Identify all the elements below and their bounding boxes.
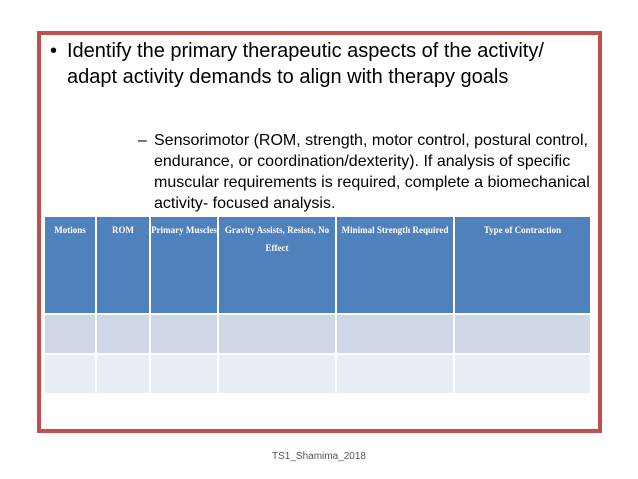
table-cell[interactable] xyxy=(44,354,96,394)
header-gravity: Gravity Assists, Resists, No Effect xyxy=(218,216,336,314)
main-bullet-text: Identify the primary therapeutic aspects of the activity/ adapt activity demands to align with therapy goals xyxy=(67,40,544,88)
bullet-marker: • xyxy=(50,40,58,62)
header-rom: ROM xyxy=(96,216,150,314)
table-cell[interactable] xyxy=(218,314,336,354)
table-cell[interactable] xyxy=(336,314,454,354)
table-cell[interactable] xyxy=(96,354,150,394)
sub-bullet-text: Sensorimotor (ROM, strength, motor control, postural control, endurance, or coordination/dexterity). If analysis of specific muscular requirements is required, complete a biomechanical activity- focused analysis. xyxy=(154,132,590,212)
table-cell[interactable] xyxy=(218,354,336,394)
table-cell[interactable] xyxy=(44,314,96,354)
table-cell[interactable] xyxy=(454,314,591,354)
table-row xyxy=(44,314,591,354)
table-cell[interactable] xyxy=(96,314,150,354)
sub-bullet-marker: – xyxy=(138,132,147,149)
header-motions: Motions xyxy=(44,216,96,314)
header-contraction-type: Type of Contraction xyxy=(454,216,591,314)
table-cell[interactable] xyxy=(150,354,218,394)
table-cell[interactable] xyxy=(150,314,218,354)
table-cell[interactable] xyxy=(336,354,454,394)
table-row xyxy=(44,354,591,394)
table-header-row xyxy=(44,216,591,314)
header-minimal-strength: Minimal Strength Required xyxy=(336,216,454,314)
table-cell[interactable] xyxy=(454,354,591,394)
footer-credit: TS1_Shamima_2018 xyxy=(272,451,366,462)
muscle-analysis-table xyxy=(43,215,592,395)
header-primary-muscles: Primary Muscles xyxy=(150,216,218,314)
